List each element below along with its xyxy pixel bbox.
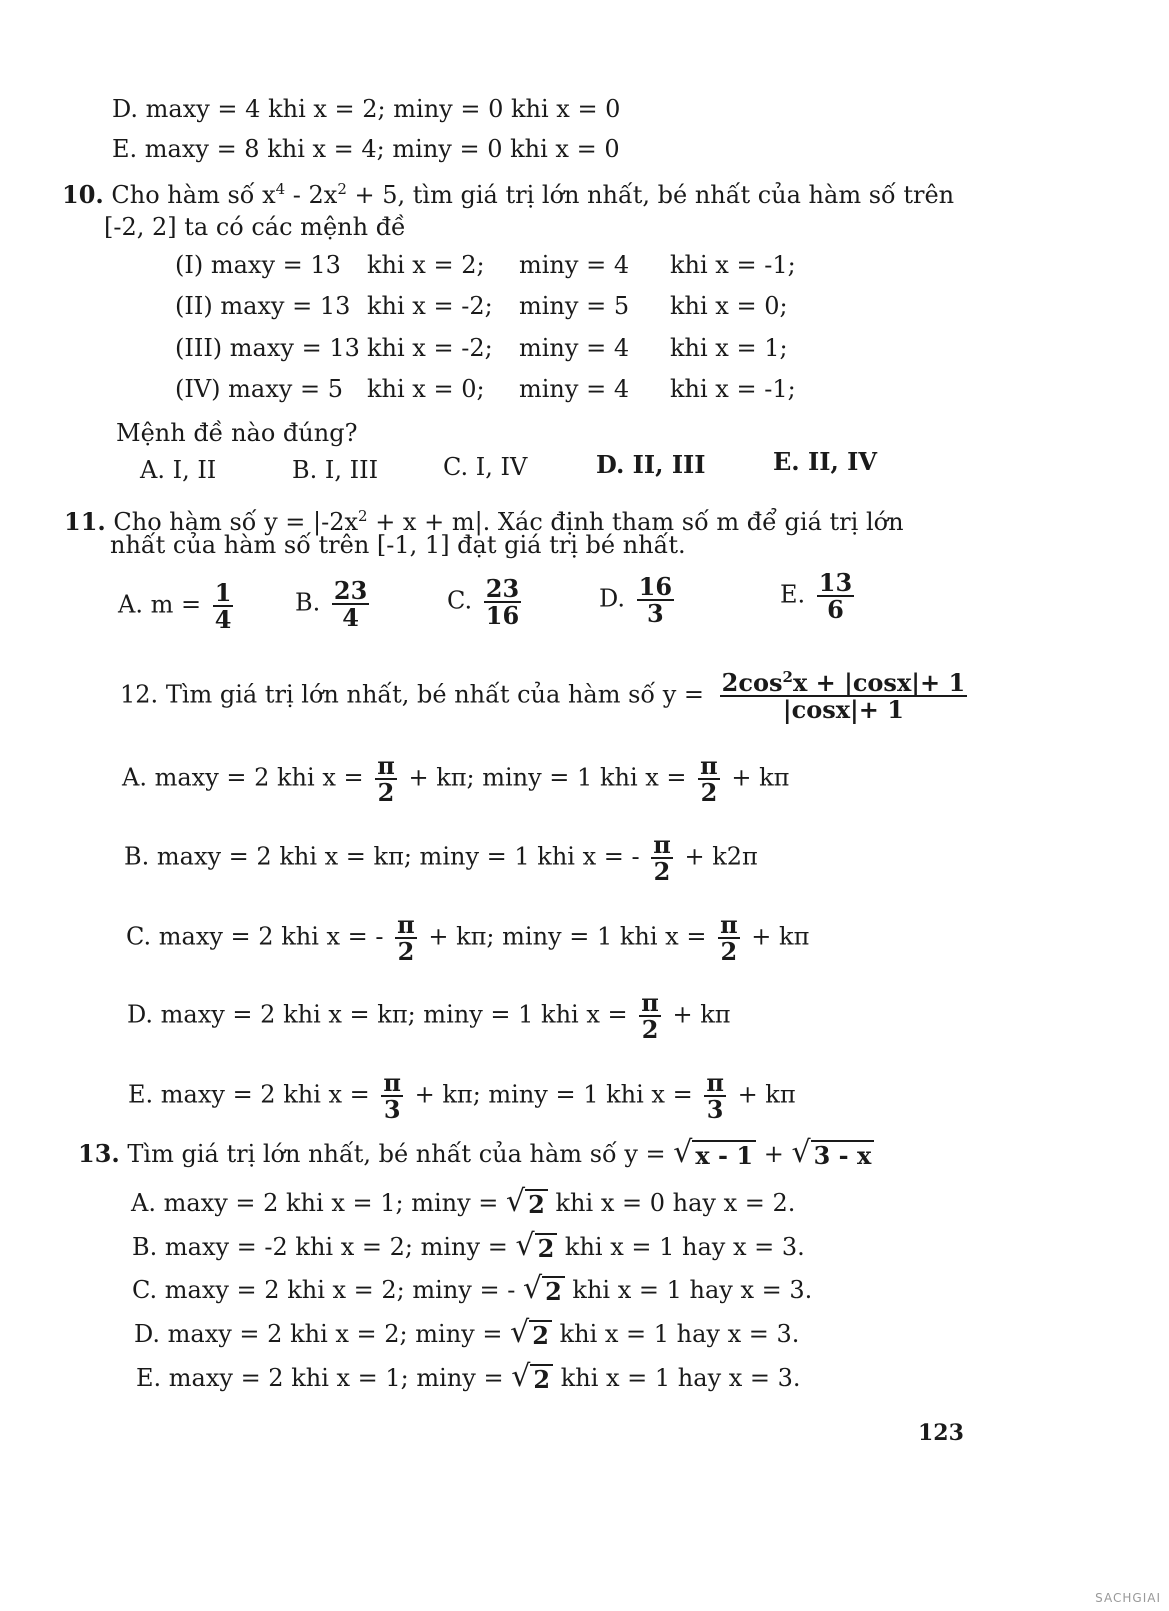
option-text: khi x = 1 hay x = 3. — [572, 1276, 813, 1304]
pi-fraction — [381, 1068, 403, 1125]
option-text: C. maxy = 2 khi x = - — [126, 922, 384, 951]
pi-fraction — [375, 751, 397, 808]
fraction-numerator: π — [706, 1068, 724, 1097]
radicand: 2 — [525, 1189, 548, 1219]
fraction-denominator: 2 — [397, 937, 415, 967]
option-text: D. maxy = 2 khi x = 2; miny = — [134, 1320, 503, 1348]
q10-statement-4-khi-2: khi x = -1; — [670, 375, 796, 403]
q10-statement-2-khi-2: khi x = 0; — [670, 292, 788, 320]
q11-option-a-label: A. m = — [118, 590, 202, 619]
fraction-numerator: 1 — [214, 578, 232, 607]
radical-sign: √ — [515, 1228, 535, 1263]
q11-number: 11. — [64, 507, 106, 536]
pi-fraction — [704, 1068, 726, 1125]
q11-option-e-label: E. — [780, 580, 806, 609]
q10-statement-1-miny: miny = 4 — [519, 251, 630, 279]
q11-option-c-fraction — [484, 574, 521, 631]
radical-sign: √ — [522, 1271, 543, 1306]
q9-option-d: D. maxy = 4 khi x = 2; miny = 0 khi x = 0 — [112, 95, 621, 123]
q11-option-e-fraction — [817, 568, 854, 625]
fraction-denominator: 3 — [383, 1095, 401, 1125]
radicand: 2 — [529, 1320, 552, 1350]
q10-exp-4: 4 — [275, 180, 286, 198]
q10-statement-2-khi: khi x = -2; — [367, 292, 493, 320]
q11-option-d-label: D. — [599, 584, 626, 613]
q11-option-b-fraction — [332, 576, 369, 633]
q11-stem-part-a: Cho hàm số y = |-2x — [113, 508, 359, 536]
radical-sign: √ — [511, 1359, 531, 1394]
q13-number: 13. — [78, 1139, 120, 1168]
radical-sign: √ — [673, 1135, 693, 1170]
radicand: 3 - x — [811, 1140, 875, 1170]
option-text: + kπ — [751, 922, 810, 951]
q11-option-a — [118, 578, 237, 635]
page-number: 123 — [918, 1420, 964, 1446]
sqrt-x-minus-1 — [673, 1135, 756, 1170]
q11-option-d — [599, 572, 678, 629]
fraction-denominator: |cosx|+ 1 — [782, 695, 904, 725]
option-text: + kπ — [672, 1000, 731, 1029]
q11-option-b — [295, 576, 373, 633]
radicand: 2 — [530, 1364, 553, 1394]
q10-statement-4-label: (IV) maxy = 5 — [175, 375, 343, 403]
option-text: + kπ — [737, 1080, 796, 1109]
fraction-numerator: π — [397, 910, 415, 939]
sqrt-2 — [506, 1184, 548, 1219]
radical-sign: √ — [791, 1135, 811, 1170]
option-text: D. maxy = 2 khi x = kπ; miny = 1 khi x = — [127, 1000, 628, 1029]
q10-exp-2: 2 — [337, 180, 347, 198]
fraction-numerator: 23 — [485, 574, 520, 603]
sqrt-2 — [515, 1228, 557, 1263]
q10-stem-part-b: - 2x — [285, 181, 338, 209]
fraction-numerator: π — [641, 988, 659, 1017]
q10-option-c: C. I, IV — [443, 453, 528, 481]
q10-number: 10. — [62, 180, 104, 209]
q13-stem-text: Tìm giá trị lớn nhất, bé nhất của hàm số y = — [127, 1140, 666, 1168]
fraction-numerator: 23 — [333, 576, 368, 605]
sqrt-2 — [511, 1359, 553, 1394]
numerator-exponent: 2 — [782, 668, 793, 686]
sqrt-2 — [510, 1315, 552, 1350]
q10-stem-part-a: Cho hàm số x — [111, 181, 276, 209]
option-text: B. maxy = -2 khi x = 2; miny = — [132, 1233, 508, 1261]
fraction-denominator: 16 — [485, 601, 520, 631]
q10-statement-3-label: (III) maxy = 13 — [175, 334, 360, 362]
option-text: E. maxy = 2 khi x = — [128, 1080, 370, 1109]
option-text: + kπ — [731, 763, 790, 792]
option-text: + kπ; miny = 1 khi x = — [414, 1080, 693, 1109]
q12-option-e — [128, 1068, 796, 1125]
q11-stem-line-2: nhất của hàm số trên [-1, 1] đạt giá trị bé nhất. — [110, 531, 686, 559]
q13-option-b — [132, 1228, 805, 1263]
q11-exp-2: 2 — [358, 507, 368, 525]
fraction-numerator — [720, 670, 967, 697]
option-text: khi x = 1 hay x = 3. — [564, 1233, 805, 1261]
q10-option-a: A. I, II — [140, 456, 217, 484]
q11-option-c-label: C. — [447, 586, 473, 615]
q11-option-a-fraction — [213, 578, 234, 635]
option-text: A. maxy = 2 khi x = — [122, 763, 364, 792]
radicand: x - 1 — [692, 1140, 756, 1170]
pi-fraction — [718, 910, 740, 967]
fraction-denominator: 3 — [706, 1095, 724, 1125]
q10-option-d: D. II, III — [596, 450, 706, 479]
fraction-denominator: 2 — [700, 778, 718, 808]
q11-option-c — [447, 574, 525, 631]
fraction-numerator: 16 — [638, 572, 673, 601]
radical-sign: √ — [506, 1184, 526, 1219]
q10-stem-line-2: [-2, 2] ta có các mệnh đề — [104, 213, 406, 241]
q13-stem — [78, 1135, 874, 1170]
q10-statement-3-miny: miny = 4 — [519, 334, 630, 362]
fraction-numerator: 13 — [818, 568, 853, 597]
q10-statement-4-khi: khi x = 0; — [367, 375, 485, 403]
q10-statement-2-miny: miny = 5 — [519, 292, 630, 320]
q10-statement-3-khi-2: khi x = 1; — [670, 334, 788, 362]
fraction-denominator: 6 — [827, 595, 844, 625]
q10-statement-1-label: (I) maxy = 13 — [175, 251, 341, 279]
pi-fraction — [395, 910, 417, 967]
q10-option-b: B. I, III — [292, 456, 379, 484]
q12-number: 12. — [120, 680, 159, 709]
fraction-denominator: 4 — [342, 603, 359, 633]
q12-option-c — [126, 910, 810, 967]
fraction-denominator: 2 — [641, 1015, 659, 1045]
pi-fraction — [651, 830, 673, 887]
q11-option-b-label: B. — [295, 588, 321, 617]
option-text: B. maxy = 2 khi x = kπ; miny = 1 khi x = - — [124, 842, 640, 871]
q13-option-c — [132, 1271, 813, 1306]
radicand: 2 — [535, 1233, 558, 1263]
option-text: khi x = 1 hay x = 3. — [559, 1320, 800, 1348]
fraction-denominator: 4 — [214, 605, 232, 635]
q10-statement-4-miny: miny = 4 — [519, 375, 630, 403]
option-text: + k2π — [684, 842, 758, 871]
q13-option-d — [134, 1315, 800, 1350]
q10-option-e: E. II, IV — [773, 447, 878, 476]
option-text: E. maxy = 2 khi x = 1; miny = — [136, 1364, 504, 1392]
radicand: 2 — [542, 1276, 565, 1306]
sqrt-3-minus-x — [791, 1135, 874, 1170]
q12-option-a — [122, 751, 790, 808]
q11-option-d-fraction — [637, 572, 674, 629]
q9-option-e: E. maxy = 8 khi x = 4; miny = 0 khi x = 0 — [112, 135, 620, 163]
option-text: khi x = 0 hay x = 2. — [555, 1189, 796, 1217]
q13-option-e — [136, 1359, 801, 1394]
option-text: A. maxy = 2 khi x = 1; miny = — [131, 1189, 499, 1217]
q10-statement-3-khi: khi x = -2; — [367, 334, 493, 362]
fraction-denominator: 2 — [653, 857, 671, 887]
fraction-denominator: 2 — [720, 937, 738, 967]
q12-function-fraction — [720, 668, 967, 725]
q12-stem-text: Tìm giá trị lớn nhất, bé nhất của hàm số y = — [165, 680, 705, 709]
watermark-logo: SACHGIAI — [1095, 1591, 1161, 1605]
q13-option-a — [131, 1184, 796, 1219]
q11-stem-part-b: + x + m|. Xác định tham số m để giá trị lớn — [367, 508, 904, 536]
numerator-part-b: x + |cosx|+ 1 — [792, 668, 966, 697]
fraction-denominator: 2 — [377, 778, 395, 808]
q10-statement-2-label: (II) maxy = 13 — [175, 292, 351, 320]
pi-fraction — [698, 751, 720, 808]
fraction-numerator: π — [377, 751, 395, 780]
option-text: khi x = 1 hay x = 3. — [560, 1364, 801, 1392]
option-text: + kπ; miny = 1 khi x = — [408, 763, 687, 792]
fraction-numerator: π — [720, 910, 738, 939]
fraction-numerator: π — [653, 830, 671, 859]
q12-stem — [120, 668, 971, 725]
q12-option-d — [127, 988, 731, 1045]
q10-statement-1-khi: khi x = 2; — [367, 251, 485, 279]
q10-stem-part-c: + 5, tìm giá trị lớn nhất, bé nhất của hàm số trên — [346, 181, 955, 209]
q10-stem — [62, 174, 954, 210]
q10-question: Mệnh đề nào đúng? — [116, 419, 358, 447]
numerator-part-a: 2cos — [721, 668, 783, 697]
q12-option-b — [124, 830, 758, 887]
q10-statement-1-khi-2: khi x = -1; — [670, 251, 796, 279]
option-text: + kπ; miny = 1 khi x = — [428, 922, 707, 951]
fraction-numerator: π — [383, 1068, 401, 1097]
pi-fraction — [639, 988, 661, 1045]
fraction-denominator: 3 — [647, 599, 664, 629]
fraction-numerator: π — [700, 751, 718, 780]
option-text: C. maxy = 2 khi x = 2; miny = - — [132, 1276, 516, 1304]
sqrt-2 — [522, 1271, 565, 1306]
q11-option-e — [780, 568, 858, 625]
plus-sign: + — [763, 1140, 784, 1168]
radical-sign: √ — [510, 1315, 530, 1350]
